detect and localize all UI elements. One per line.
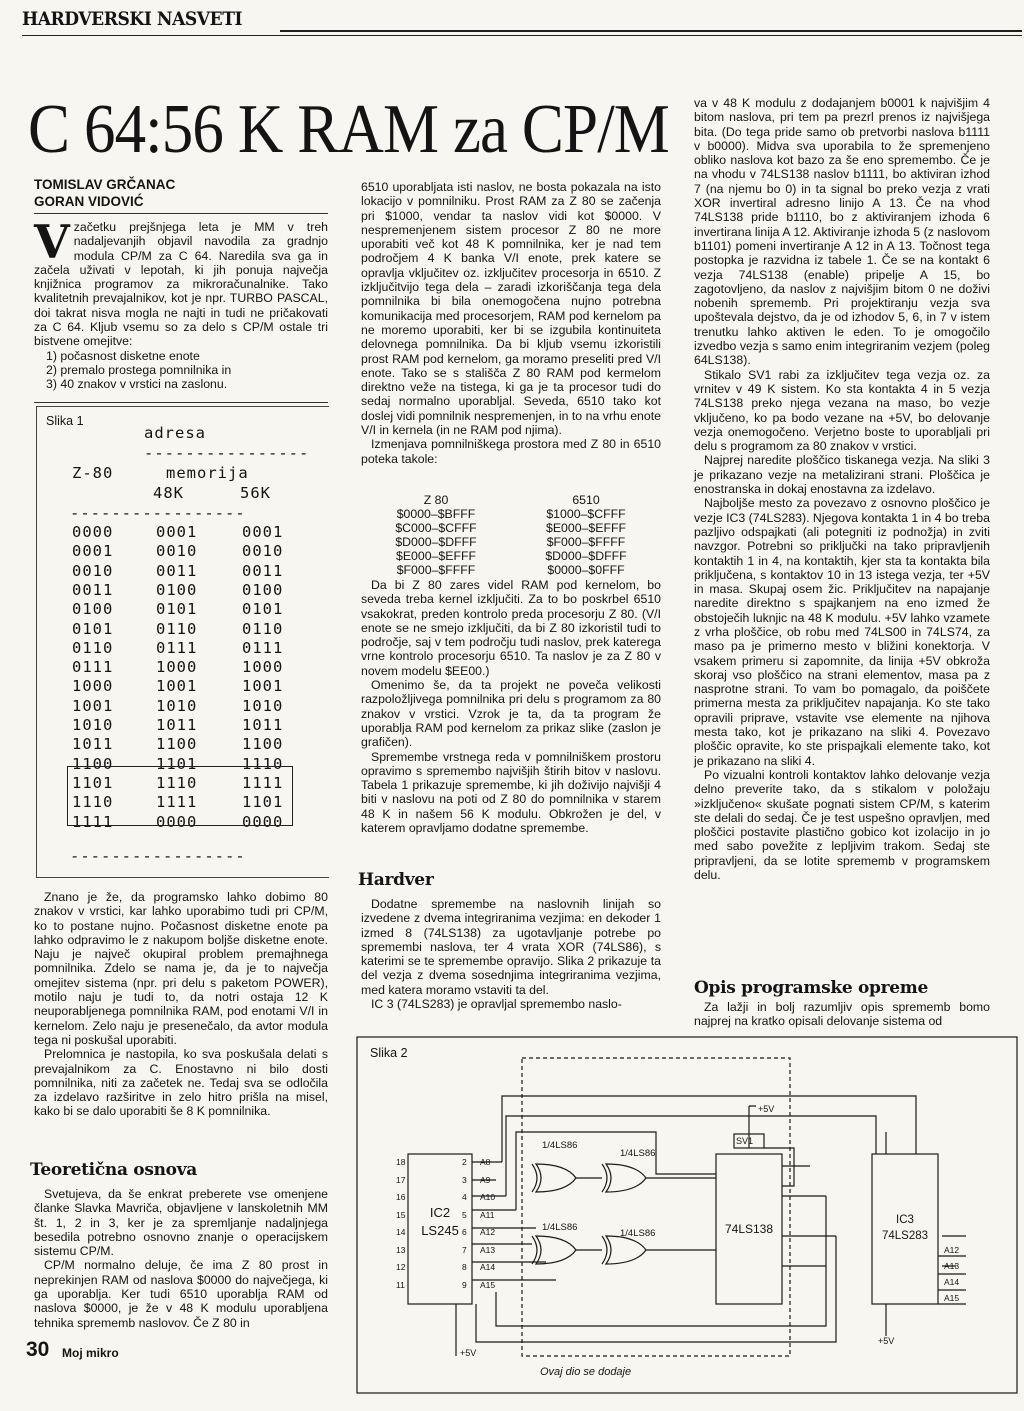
memory-map-cell: $D000–$DFFF bbox=[395, 535, 477, 549]
authors bbox=[34, 176, 175, 210]
fig1-cell: 0101 bbox=[156, 600, 198, 619]
fig1-cell: 1001 bbox=[242, 677, 284, 696]
vcc-label-3: +5V bbox=[878, 1336, 895, 1346]
pin-label: A14 bbox=[944, 1277, 960, 1287]
fig1-cell: 0000 bbox=[156, 812, 198, 831]
col3-p2: Stikalo SV1 rabi za izključitev tega vezja oz. za vrnitev v 49 K sistem. Ko sta kontakta 4 in 5 vezja 74LS138 preko njega vezana na maso, bo vezje vključeno, ko pa bodo vezane na +5V, bo delovanje vezja onemogočeno. Verjetno boste to uporabljali pri delu s programom za 80 znakov v vrstici. bbox=[694, 367, 990, 454]
col2-p3: Da bi Z 80 zares videl RAM pod kernelom, bo seveda treba kernel izključiti. Za to bo poskrbel 6510 vsakokrat, preden kontrolo preda procesorju Z 80. (V/I enote se ne smejo izključiti, da bi Z 80 izkoristil tudi to področje, saj v tem področju tudi naslov, prek katerega vrne kontrolo procesorju 6510. Ta naslov je za Z 80 v novem modelu $EE00.) bbox=[361, 578, 661, 678]
fig1-cell: 1010 bbox=[72, 716, 114, 734]
fig1-cell: 0110 bbox=[156, 619, 198, 638]
memory-map-cell: $0000–$BFFF bbox=[396, 507, 476, 521]
col3-p6: Za lažji in bolj razumljiv opis sprememb bomo najprej na kratko opisali delovanje sistema od bbox=[694, 1000, 990, 1029]
col2-top bbox=[361, 180, 661, 466]
fig1-cell: 0001 bbox=[156, 523, 198, 541]
figure-2-caption: Ovaj dio se dodaje bbox=[540, 1366, 632, 1378]
ic138-label: 74LS138 bbox=[724, 1222, 774, 1236]
fig1-cell: 0001 bbox=[72, 542, 114, 561]
pin-label: 18 bbox=[396, 1157, 406, 1167]
fig1-cell: 1100 bbox=[156, 735, 198, 754]
pin-label: A14 bbox=[480, 1262, 496, 1272]
ic2-address-pins bbox=[480, 1154, 495, 1294]
ic3-type: 74LS283 bbox=[881, 1230, 929, 1242]
col2-p5: Spremembe vrstnega reda v pomnilniškem prostoru opravimo s spremembo najvišjih štirih bitov v naslovu. Tabela 1 prikazuje spremembe, ki jih doživijo najvišji 4 biti v naslovu na poti od Z 80 do pomnilnika v starem 48 K in našem 56 K modulu. Obkrožen je del, v katerem opravljamo dodatne spremembe. bbox=[361, 749, 661, 836]
fig1-cell: 1011 bbox=[242, 716, 284, 734]
fig1-cell: 1001 bbox=[72, 696, 114, 715]
section-header: HARDVERSKI NASVETI bbox=[22, 8, 243, 30]
added-region bbox=[522, 1058, 790, 1356]
heading-teoreticna: Teoretična osnova bbox=[30, 1160, 197, 1180]
fig1-cell: 1111 bbox=[156, 793, 198, 812]
dropcap: V bbox=[34, 215, 70, 269]
col3-opis bbox=[694, 1000, 990, 1029]
ic3-label bbox=[872, 1212, 938, 1244]
pin-label: 16 bbox=[396, 1192, 406, 1202]
author-rule bbox=[34, 213, 328, 214]
xor-3 bbox=[536, 1236, 576, 1264]
memory-map-table bbox=[361, 493, 661, 577]
ic3-address-pins bbox=[944, 1242, 959, 1306]
fig1-cell: 1011 bbox=[72, 735, 114, 754]
xor-1 bbox=[536, 1164, 576, 1192]
fig1-cell: 1101 bbox=[242, 793, 284, 812]
fig1-cell: 0111 bbox=[72, 658, 114, 677]
fig1-cell: 0001 bbox=[242, 523, 284, 541]
fig1-cell: 0011 bbox=[156, 561, 198, 580]
ic2-right-pins bbox=[462, 1154, 467, 1294]
fig1-cell: 1110 bbox=[242, 754, 284, 773]
fig1-z80: Z-80 bbox=[72, 464, 114, 482]
memory-map-row bbox=[361, 563, 661, 577]
xor-label-2: 1/4LS86 bbox=[620, 1148, 656, 1159]
ic2-name: IC2 bbox=[429, 1205, 451, 1220]
intro bbox=[34, 215, 328, 392]
col2-p6: Dodatne spremembe na naslovnih linijah so izvedene z dvema integriranima vezjima: en dekoder 1 izmed 8 (74LS138) za ugotavljanje potrebe po spremembi naslova, ter 4 vrata XOR (74LS86), s katerimi se te spremembe opravijo. Slika 2 prikazuje ta del vezja z dvema sosednjima integriranima vezjima, med katera moramo vstaviti ta del. bbox=[361, 897, 661, 997]
col1-p2: Prelomnica je nastopila, ko sva poskušala delati s prevajalnikom za C. Enostavno ni bilo dosti pomnilnika, niti za začetek ne. Tedaj sva se odločila za izdelavo razširitve in zelo hitro prišla na misel, kako bi se dalo uporabiti še 8 K pomnilnika. bbox=[34, 1047, 328, 1119]
fig1-cell: 1101 bbox=[72, 773, 114, 792]
pin-label: 3 bbox=[462, 1174, 467, 1185]
memory-map-row bbox=[361, 521, 661, 535]
ic2-type: LS245 bbox=[421, 1223, 459, 1238]
memory-map-cell: $F000–$FFFF bbox=[546, 535, 626, 549]
fig1-cell: 0110 bbox=[242, 619, 284, 638]
col1-p1: Znano je že, da programsko lahko dobimo 80 znakov v vrstici, kar lahko uporabimo tudi pri CP/M, ko to postane nujno. Počasnost disketne enote pa lahko odpravimo le z nakupom boljše disketne enote. Naju je največ okupiral problem premajhnega pomnilnika. Zdelo se nama je, da je to največja omejitev sistema (npr. pri delu s paketom POWER), motilo naju je tudi to, da notri ostaja 12 K neuporabljenega pomnilnika RAM, pod enotami V/I in kernelom. Zelo naju je presenečalo, da avtor modula tega ni poskušal uporabiti. bbox=[34, 890, 328, 1047]
pin-label: A11 bbox=[480, 1209, 495, 1220]
limit-1: 1) počasnost disketne enote bbox=[46, 348, 200, 363]
fig1-56k: 56K bbox=[240, 484, 271, 502]
pin-label: A8 bbox=[480, 1157, 491, 1167]
fig1-mem: memorija bbox=[166, 464, 249, 482]
col1-text bbox=[34, 890, 328, 1119]
figure-2 bbox=[356, 1036, 1020, 1396]
fig1-cell: 1111 bbox=[72, 812, 114, 831]
pin-label: A12 bbox=[944, 1245, 960, 1255]
fig1-cell: 1100 bbox=[242, 735, 284, 754]
ic2-left-pins bbox=[396, 1154, 405, 1294]
pin-label: A9 bbox=[480, 1174, 491, 1185]
fig1-cell: 1000 bbox=[242, 658, 284, 677]
pin-label: 11 bbox=[396, 1279, 405, 1290]
pin-label: A15 bbox=[944, 1293, 960, 1303]
fig1-dash3: ----------------- bbox=[70, 847, 246, 865]
pin-label: 15 bbox=[396, 1209, 406, 1220]
col2-hard bbox=[361, 897, 661, 1011]
fig1-cell: 0101 bbox=[72, 619, 114, 638]
memory-map-cell: $E000–$EFFF bbox=[546, 521, 626, 535]
memory-map-cell: 6510 bbox=[572, 493, 600, 507]
pin-label: 14 bbox=[396, 1227, 406, 1237]
memory-map-cell: $0000–$0FFF bbox=[547, 563, 625, 577]
intro-text: začetku prejšnjega leta je MM v treh nadaljevanjih objavil navodila za gradnjo modula CP/M za C 64. Naredila sva ga in začela uživati v lepotah, ki jih ponuja največja knjižnica programov za mikroračunalnike. Tako kvalitetnih prevajalnikov, kot je npr. TURBO PASCAL, doi takrat nisva mogla ne najti in tudi ne pričakovati za C 64. Kljub vsemu so za delo s CP/M ostale tri bistvene omejitve: bbox=[34, 220, 328, 349]
col1-teor-p1: Svetujeva, da še enkrat preberete vse omenjene članke Slavka Mavriča, objavljene v lanskoletnih MM št. 1, 2 in 3, ker je za spremljanje nadaljnjega besedila potrebno osnovno znanje o operacijskem sistemu CP/M. bbox=[34, 1187, 328, 1259]
fig1-cell: 0100 bbox=[72, 600, 114, 619]
fig1-cell: 1100 bbox=[72, 754, 114, 773]
memory-map bbox=[361, 493, 661, 577]
author-2: GORAN VIDOVIĆ bbox=[34, 194, 144, 209]
memory-map-cell: $1000–$CFFF bbox=[546, 507, 626, 521]
vcc-label-1: +5V bbox=[758, 1104, 775, 1114]
col1-teor bbox=[34, 1187, 328, 1330]
pin-label: 5 bbox=[462, 1209, 467, 1220]
header-rule-thin bbox=[22, 35, 1022, 36]
fig1-cell: 0010 bbox=[242, 542, 284, 561]
vcc-label-2: +5V bbox=[460, 1348, 477, 1358]
sv1-label: SV1 bbox=[736, 1136, 754, 1146]
memory-map-cell: $F000–$FFFF bbox=[396, 563, 476, 577]
memory-map-cell: $C000–$CFFF bbox=[395, 521, 477, 535]
fig1-cell: 1010 bbox=[242, 696, 284, 715]
memory-map-row bbox=[361, 549, 661, 563]
limit-3: 3) 40 znakov v vrstici na zaslonu. bbox=[46, 377, 228, 392]
pin-label: 12 bbox=[396, 1262, 406, 1272]
fig1-cell: 1011 bbox=[156, 716, 198, 734]
fig1-cell: 0000 bbox=[242, 812, 284, 831]
xor-4 bbox=[606, 1236, 646, 1264]
fig1-cell: 1110 bbox=[72, 793, 114, 812]
memory-map-cell: $E000–$EFFF bbox=[396, 549, 476, 563]
memory-map-row bbox=[361, 507, 661, 521]
fig1-dash2: ----------------- bbox=[70, 504, 246, 522]
heading-hardver: Hardver bbox=[358, 870, 434, 890]
col3 bbox=[694, 96, 990, 882]
fig1-48k: 48K bbox=[153, 484, 184, 502]
fig1-cell: 1000 bbox=[156, 658, 198, 677]
fig1-highlight bbox=[67, 766, 293, 826]
pin-label: 4 bbox=[462, 1192, 467, 1202]
fig1-cell: 0111 bbox=[242, 638, 284, 657]
figure-1-label: Slika 1 bbox=[46, 414, 84, 428]
heading-opis: Opis programske opreme bbox=[694, 978, 928, 998]
col3-p5: Po vizualni kontroli kontaktov lahko delovanje vezja delno preverite tako, da s stikalom v položaju »izključeno« skušate pognati sistem CP/M, s katerim ste delali do sedaj. Če je test uspešno opravljen, med ploščici postavite plastično gobico kot izolacijo in jo med sabo povežite z lepljivim trakom. Sedaj ste pripravljeni, da se lotite sprememb v programskem delu. bbox=[694, 767, 990, 883]
fig1-cell: 1000 bbox=[72, 677, 114, 696]
pin-label: 7 bbox=[462, 1244, 467, 1255]
pin-label: A10 bbox=[480, 1192, 496, 1202]
col2-p1: 6510 uporabljata isti naslov, ne bosta pokazala na isto lokacijo v pomnilniku. Prost RAM za Z 80 se začenja pri $1000, vendar ta naslov vidi kot $0000. V nespremenjenem sistem procesor Z 80 ne more uporabiti več kot 48 K pomnilnika, ker je nad tem področjem 4 K banka V/I enote, prek katere se opravlja vključitev oz. izključitev procesorja in 6510. Z izključitvijo tega dela – zaradi izkoriščanja tega dela pomnilnika bi bila onemogočena nujno potrebna komunikacija med procesorjem, RAM pod kernelom pa ne moremo uporabiti, ker bi se izgubila kontinuiteta delovnega pomnilnika. Da bi kljub vsemu izkoristili prost RAM pod kernelom, ga moramo preseliti pred V/I enote. Tako se s stališča Z 80 RAM pod kermelom direktno veže na tistega, ki ga je ta procesor tudi do sedaj normalno uporabljal. Seveda, 6510 tako kot doslej vidi pomnilnik nespremenjen, in to na vrhu enote V/I in kernela (in ne RAM pod njima). bbox=[361, 180, 661, 438]
fig1-head: adresa bbox=[144, 424, 206, 442]
fig1-cell: 1111 bbox=[242, 773, 284, 792]
fig1-dash: ---------------- bbox=[144, 444, 310, 462]
memory-map-row bbox=[361, 493, 661, 507]
xor-2 bbox=[606, 1164, 646, 1192]
col3-p3: Najprej naredite ploščico tiskanega vezja. Na sliki 3 je prikazano vezje na metalizirani strani. Ploščica je enostranska in dokaj enostavna za izdelavo. bbox=[694, 453, 990, 497]
pin-label: 13 bbox=[396, 1244, 406, 1255]
fig1-cell: 0100 bbox=[242, 580, 284, 599]
fig1-cell: 0011 bbox=[242, 561, 284, 580]
header-rule bbox=[280, 30, 1022, 32]
col3-p1: va v 48 K modulu z dodajanjem b0001 k najvišjim 4 bitom naslova, pri tem pa prezrl prenos iz najvišjega bita. (Do tega pride samo ob pretvorbi naslova b1111 v b0000). Midva sva uporabila to že spremenjeno obliko naslova kot bazo za še eno spremembo. Če je na vhodu v 74LS138 naslov b1111, bo aktiviran izhod 7 (na njemu bo 0) in ta signal bo preko vezja z vrati XOR invertiral adresno linijo A 13. Če na vhod 74LS138 pride b1110, bo z aktiviranjem izhoda 6 invertirana linija A 12. Aktiviranje izhoda 5 (z naslovom b1101) pomeni invertiranje A 12 in A 13. Točnost tega postopka je razvidna iz tabele 1. Če se na kontakt 6 vezja 74LS138 (enable) pripelje A 15, bo zagotovljeno, da naslov z najvišjim bitom 0 ne doživi nobenih sprememb. Pri projektiranju vezja sva upoštevala dejstvo, da je od izhodov 5, 6, in 7 v istem trenutku lahko aktiven le eden. To je omogočilo izvedbo vezja s samo enim integriranim vezjem (poleg 64LS138). bbox=[694, 96, 990, 368]
xor-label-1: 1/4LS86 bbox=[542, 1140, 578, 1151]
pin-label: A13 bbox=[480, 1244, 496, 1255]
pin-label: A15 bbox=[480, 1279, 496, 1290]
col2-p4: Omenimo še, da ta projekt ne poveča velikosti razpoložljivega pomnilnika pri delu s programom za 80 znakov v vrstici. Vzrok je ta, da ta program že uporablja RAM pod kernelom za prikaz slike (zaslon je grafičen). bbox=[361, 678, 661, 750]
memory-map-cell: $D000–$DFFF bbox=[545, 549, 627, 563]
author-1: TOMISLAV GRČANAC bbox=[34, 177, 176, 192]
fig1-cell: 0101 bbox=[242, 600, 284, 619]
magazine-name: Moj mikro bbox=[62, 1346, 119, 1360]
figure-2-label: Slika 2 bbox=[370, 1046, 408, 1060]
fig1-cell: 0110 bbox=[72, 638, 114, 657]
fig1-cell: 1101 bbox=[156, 754, 198, 773]
fig1-cell: 0111 bbox=[156, 638, 198, 657]
pin-label: 9 bbox=[462, 1279, 467, 1290]
fig1-cell: 0011 bbox=[72, 580, 114, 599]
pin-label: 17 bbox=[396, 1174, 406, 1185]
fig1-cell: 1001 bbox=[156, 677, 198, 696]
col3-p4: Najboljše mesto za povezavo z osnovno ploščico je vezje IC3 (74LS283). Njegova kontakta 1 in 4 bo treba pazljivo odspajkati (ali potegniti iz podnožja) in zviti navzgor. Potrebni so priključki na tako pripravljenih kontaktih 1 in 4, na kontaktih, kjer sta ta kontakta bila priključena, s kontaktov 10 in 13 istega vezja, ter +5V in masa. Skupaj osem žic. Priključitev na napajanje naredite direktno s spajkanjem na eno izmed že obstoječih luknjic na 48 K modulu. +5V lahko vzamete z vrha ploščice, ob robu med 74LS00 in 74LS74, za maso pa je primerno mesto v bližini konektorja. V vsakem primeru si zapomnite, da linija +5V obkroža skoraj vso ploščico na strani elementov, masa pa z nasprotne strani. To vam bo pomagalo, da poiščete primerna mesta za priključitev napajanja. Ko ste tako opravili priprave, vstavite vse elemente na njihova mesta tako, kot je prikazano na sliki 4. Povezavo ploščic opravite, ko ste prispajkali elemente tako, kot je prikazano na sliki 4. bbox=[694, 496, 990, 768]
fig1-cell: 1010 bbox=[156, 696, 198, 715]
limit-2: 2) premalo prostega pomnilnika in bbox=[46, 362, 232, 377]
pin-label: A12 bbox=[480, 1227, 496, 1237]
col2-p2: Izmenjava pomnilniškega prostora med Z 80 in 6510 poteka takole: bbox=[361, 437, 661, 466]
fig1-cell: 0010 bbox=[156, 542, 198, 561]
page-number: 30 bbox=[26, 1338, 50, 1361]
intro-rule bbox=[34, 402, 328, 403]
fig1-cell: 1110 bbox=[156, 773, 198, 792]
pin-label: 8 bbox=[462, 1262, 467, 1272]
pin-label: A13 bbox=[944, 1261, 960, 1271]
col2-p7: IC 3 (74LS283) je opravljal spremembo naslo- bbox=[371, 997, 622, 1012]
pin-label: 2 bbox=[462, 1157, 467, 1167]
col2-mid bbox=[361, 578, 661, 835]
pin-label: 6 bbox=[462, 1227, 467, 1237]
fig1-cell: 0000 bbox=[72, 523, 114, 541]
col1-teor-p2: CP/M normalno deluje, če ima Z 80 prost in neprekinjen RAM od naslova $0000 do največjega, ki ga uporablja. Ker tudi 6510 uporablja RAM od naslova $0000, je že v 48 K modulu uporabljena tehnika sprememb naslovov. Če Z 80 in bbox=[34, 1258, 328, 1330]
article-title: C 64:56 K RAM za CP/M bbox=[28, 91, 669, 168]
xor-label-4: 1/4LS86 bbox=[620, 1228, 656, 1239]
fig1-cell: 0100 bbox=[156, 580, 198, 599]
fig1-cell: 0010 bbox=[72, 561, 114, 580]
ic3-name: IC3 bbox=[896, 1214, 914, 1226]
memory-map-cell: Z 80 bbox=[423, 493, 449, 507]
memory-map-row bbox=[361, 535, 661, 549]
xor-label-3: 1/4LS86 bbox=[542, 1222, 578, 1233]
